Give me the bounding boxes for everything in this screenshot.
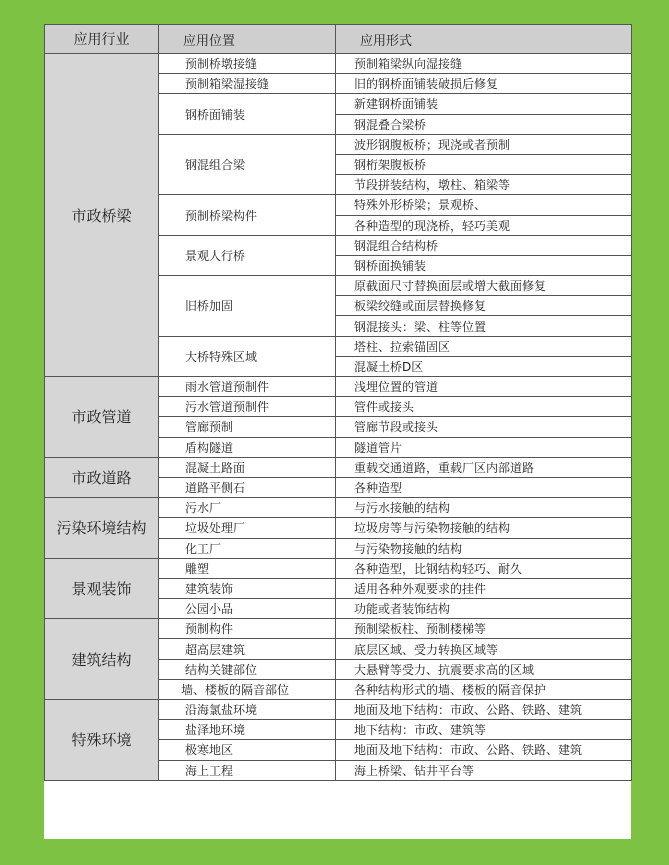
position-cell: 建筑装饰 [159, 578, 336, 598]
position-cell: 钢混组合梁 [159, 134, 336, 195]
position-cell: 污水厂 [159, 498, 336, 518]
position-cell: 垃圾处理厂 [159, 518, 336, 538]
form-cell: 钢混叠合梁桥 [336, 114, 632, 134]
industry-cell: 市政桥梁 [45, 54, 159, 377]
position-cell: 预制桥墩接缝 [159, 54, 336, 74]
form-cell: 节段拼装结构，墩柱、箱梁等 [336, 175, 632, 195]
position-cell: 旧桥加固 [159, 276, 336, 337]
table-row [45, 558, 632, 578]
form-cell: 管件或接头 [336, 397, 632, 417]
form-cell: 预制箱梁纵向湿接缝 [336, 54, 632, 74]
header-form: 应用形式 [336, 25, 632, 54]
position-cell: 盐泽地环境 [159, 720, 336, 740]
position-cell: 海上工程 [159, 760, 336, 780]
table-row [45, 457, 632, 477]
position-cell: 预制桥梁构件 [159, 195, 336, 235]
table-row [45, 619, 632, 639]
form-cell: 塔柱、拉索锚固区 [336, 336, 632, 356]
industry-cell: 建筑结构 [45, 619, 159, 700]
form-cell: 垃圾房等与污染物接触的结构 [336, 518, 632, 538]
form-cell: 钢混组合结构桥 [336, 235, 632, 255]
form-cell: 预制梁板柱、预制楼梯等 [336, 619, 632, 639]
position-cell: 超高层建筑 [159, 639, 336, 659]
industry-cell: 景观装饰 [45, 558, 159, 619]
form-cell: 特殊外形桥梁；景观桥、 [336, 195, 632, 215]
form-cell: 各种造型的现浇桥，轻巧美观 [336, 215, 632, 235]
form-cell: 重载交通道路，重载厂区内部道路 [336, 457, 632, 477]
form-cell: 大悬臂等受力、抗震要求高的区域 [336, 659, 632, 679]
form-cell: 隧道管片 [336, 437, 632, 457]
position-cell: 极寒地区 [159, 740, 336, 760]
position-cell: 雨水管道预制件 [159, 377, 336, 397]
form-cell: 钢桁架腹板桥 [336, 154, 632, 174]
industry-cell: 市政道路 [45, 457, 159, 497]
form-cell: 功能或者装饰结构 [336, 599, 632, 619]
industry-cell: 特殊环境 [45, 700, 159, 781]
form-cell: 钢桥面换铺装 [336, 255, 632, 275]
application-table [44, 24, 632, 781]
form-cell: 混凝土桥D区 [336, 356, 632, 376]
position-cell: 钢桥面铺装 [159, 94, 336, 134]
table-body [45, 54, 632, 781]
form-cell: 原截面尺寸替换面层或增大截面修复 [336, 276, 632, 296]
table-row [45, 54, 632, 74]
table-row [45, 377, 632, 397]
industry-cell: 市政管道 [45, 377, 159, 458]
position-cell: 大桥特殊区域 [159, 336, 336, 376]
position-cell: 预制构件 [159, 619, 336, 639]
position-cell: 管廊预制 [159, 417, 336, 437]
form-cell: 各种造型 [336, 477, 632, 497]
form-cell: 底层区域、受力转换区域等 [336, 639, 632, 659]
form-cell: 钢混接头：梁、柱等位置 [336, 316, 632, 336]
form-cell: 各种造型，比钢结构轻巧、耐久 [336, 558, 632, 578]
position-cell: 化工厂 [159, 538, 336, 558]
position-cell: 雕塑 [159, 558, 336, 578]
position-cell: 墙、楼板的隔音部位 [159, 679, 336, 699]
form-cell: 适用各种外观要求的挂件 [336, 578, 632, 598]
header-position: 应用位置 [159, 25, 336, 54]
position-cell: 道路平侧石 [159, 477, 336, 497]
application-table-panel [44, 24, 631, 839]
industry-cell: 污染环境结构 [45, 498, 159, 559]
form-cell: 旧的钢桥面铺装破损后修复 [336, 74, 632, 94]
table-header-row [45, 25, 632, 54]
header-industry: 应用行业 [45, 25, 159, 54]
table-row [45, 498, 632, 518]
position-cell: 景观人行桥 [159, 235, 336, 275]
form-cell: 海上桥梁、钻井平台等 [336, 760, 632, 780]
form-cell: 各种结构形式的墙、楼板的隔音保护 [336, 679, 632, 699]
form-cell: 板梁绞缝或面层替换修复 [336, 296, 632, 316]
position-cell: 混凝土路面 [159, 457, 336, 477]
form-cell: 管廊节段或接头 [336, 417, 632, 437]
form-cell: 地面及地下结构：市政、公路、铁路、建筑 [336, 740, 632, 760]
table-row [45, 700, 632, 720]
position-cell: 结构关键部位 [159, 659, 336, 679]
form-cell: 波形钢腹板桥；现浇或者预制 [336, 134, 632, 154]
form-cell: 与污染物接触的结构 [336, 538, 632, 558]
position-cell: 公园小品 [159, 599, 336, 619]
position-cell: 污水管道预制件 [159, 397, 336, 417]
form-cell: 与污水接触的结构 [336, 498, 632, 518]
form-cell: 地下结构：市政、建筑等 [336, 720, 632, 740]
position-cell: 预制箱梁湿接缝 [159, 74, 336, 94]
position-cell: 沿海氯盐环境 [159, 700, 336, 720]
position-cell: 盾构隧道 [159, 437, 336, 457]
form-cell: 浅埋位置的管道 [336, 377, 632, 397]
form-cell: 新建钢桥面铺装 [336, 94, 632, 114]
form-cell: 地面及地下结构：市政、公路、铁路、建筑 [336, 700, 632, 720]
